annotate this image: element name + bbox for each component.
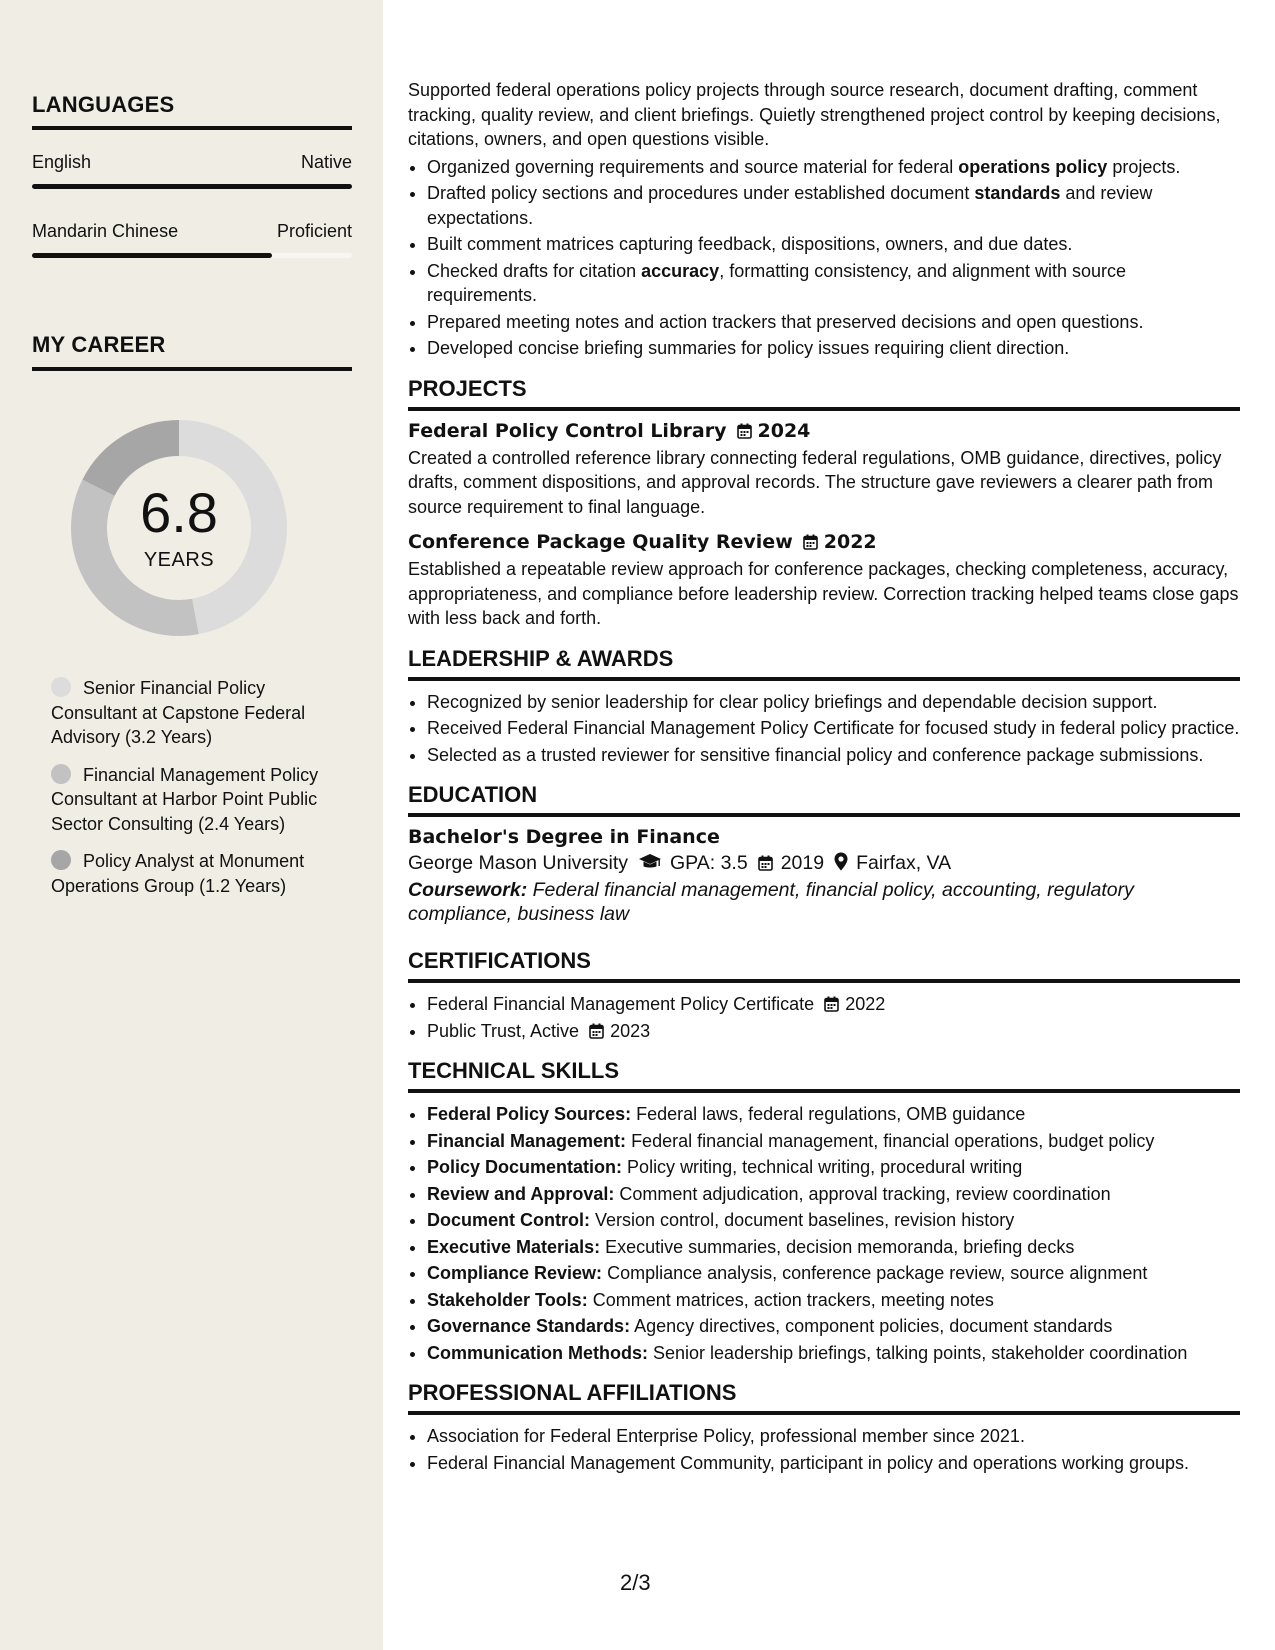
list-item [427,992,1240,1017]
list-item: • Developed concise briefing summaries for policy issues requiring client direction. [427,336,1240,361]
list-item: • Financial Management: Federal financial management, financial operations, budget policy [427,1129,1240,1154]
career-donut [66,415,292,641]
education-year: 2019 [780,852,825,874]
list-item: • Selected as a trusted reviewer for sensitive financial policy and conference package submissions. [427,743,1240,768]
certification-name: Public Trust, Active [427,1020,580,1041]
languages-title: LANGUAGES [32,92,175,117]
certifications-section [408,948,1240,1043]
list-item: • Recognized by senior leadership for clear policy briefings and dependable decision support. [427,690,1240,715]
list-item: • Association for Federal Enterprise Policy, professional member since 2021. [427,1424,1240,1449]
section-title: LEADERSHIP & AWARDS [408,646,1240,681]
career-total: 6.8 [140,481,218,544]
section-title: EDUCATION [408,782,1240,817]
project-name: Federal Policy Control Library [408,419,727,442]
list-item: • Federal Policy Sources: Federal laws, federal regulations, OMB guidance [427,1102,1240,1127]
affiliations-section [408,1380,1240,1475]
language-bar-fill [32,184,352,189]
project-item [408,420,1240,520]
leadership-list [408,690,1240,768]
experience-summary: Supported federal operations policy projects through source research, document drafting, comment tracking, quality review, and client briefings. Quietly strengthened project control by keeping decisions, citations, owners, and open questions visible. [408,80,1221,149]
project-year: 2024 [757,419,811,442]
career-legend-label: Senior Financial Policy Consultant at Capstone Federal Advisory (3.2 Years) [51,678,306,747]
list-item: • Drafted policy sections and procedures under established document standards and review expectations. [427,181,1240,230]
language-level: Proficient [276,221,352,241]
career-legend-label: Financial Management Policy Consultant at Harbor Point Public Sector Consulting (2.4 Years) [51,764,319,834]
education-details [408,848,1240,878]
sidebar [0,0,383,1650]
list-item: • Prepared meeting notes and action trackers that preserved decisions and open questions. [427,310,1240,335]
coursework [408,878,1240,926]
list-item: • Federal Financial Management Community, participant in policy and operations working groups. [427,1451,1240,1476]
school-name: George Mason University [408,852,629,874]
page-number: 2/3 [620,1570,651,1595]
list-item: • Executive Materials: Executive summaries, decision memoranda, briefing decks [427,1235,1240,1260]
list-item: • Review and Approval: Comment adjudication, approval tracking, review coordination [427,1182,1240,1207]
projects-section [408,376,1240,631]
project-name: Conference Package Quality Review [408,531,793,553]
graduation-cap-icon [638,853,662,871]
calendar-icon [737,423,752,439]
calendar-icon [803,534,818,550]
education-section [408,782,1240,926]
project-title [408,531,1240,553]
project-description: Established a repeatable review approach for conference packages, checking completeness, accuracy, appropriateness, and compliance before leadership review. Correction tracking helped teams close gaps with less back and forth. [408,559,1239,628]
language-row [32,221,352,242]
project-item [408,531,1240,631]
education-gpa: GPA: 3.5 [670,852,748,874]
language-row [32,152,352,173]
legend-dot [51,850,71,870]
career-legend-item [51,676,341,750]
education-location: Fairfax, VA [856,852,952,874]
certification-year: 2023 [610,1020,651,1041]
career-legend-item [51,849,341,898]
experience-bullets [408,155,1240,361]
skills-section [408,1058,1240,1365]
career-title: MY CAREER [32,332,166,357]
list-item: • Policy Documentation: Policy writing, technical writing, procedural writing [427,1155,1240,1180]
career-legend-label: Policy Analyst at Monument Operations Group (1.2 Years) [51,851,305,896]
leadership-section [408,646,1240,768]
legend-dot [51,677,71,697]
coursework-label: Coursework: [408,879,528,901]
calendar-icon [824,996,839,1012]
list-item: • Compliance Review: Compliance analysis, conference package review, source alignment [427,1261,1240,1286]
language-level: Native [300,152,352,172]
list-item: • Communication Methods: Senior leadership briefings, talking points, stakeholder coordination [427,1341,1240,1366]
main-content [408,78,1240,1477]
list-item: • Organized governing requirements and source material for federal operations policy projects. [427,155,1240,180]
language-bar-fill [32,253,272,258]
certifications-list [408,992,1240,1043]
coursework-text: Federal financial management, financial policy, accounting, regulatory compliance, business law [408,879,1134,925]
legend-dot [51,764,71,784]
list-item: • Checked drafts for citation accuracy, formatting consistency, and alignment with source requirements. [427,259,1240,308]
section-title: TECHNICAL SKILLS [408,1058,1240,1093]
languages-rule [32,126,352,130]
list-item: • Document Control: Version control, document baselines, revision history [427,1208,1240,1233]
career-legend [51,676,341,911]
project-year: 2022 [823,531,877,553]
project-title [408,420,1240,442]
list-item [427,1019,1240,1044]
career-legend-item [51,763,341,837]
list-item: • Stakeholder Tools: Comment matrices, action trackers, meeting notes [427,1288,1240,1313]
calendar-icon [758,855,773,871]
project-description: Created a controlled reference library connecting federal regulations, OMB guidance, directives, policy drafts, comment dispositions, and approval records. The structure gave reviewers a clearer path from source requirement to final language. [408,447,1222,517]
section-title: PROFESSIONAL AFFILIATIONS [408,1380,1240,1415]
skills-list [408,1102,1240,1365]
language-name: English [32,152,92,172]
list-item: • Received Federal Financial Management Policy Certificate for focused study in federal policy practice. [427,716,1240,741]
degree-title: Bachelor's Degree in Finance [408,826,720,848]
career-unit: YEARS [143,549,215,571]
list-item: • Built comment matrices capturing feedback, dispositions, owners, and due dates. [427,232,1240,257]
language-bar [32,184,352,189]
language-bar [32,253,352,258]
calendar-icon [589,1023,604,1039]
section-title: PROJECTS [408,376,1240,411]
career-rule [32,367,352,371]
list-item: • Governance Standards: Agency directives, component policies, document standards [427,1314,1240,1339]
certification-name: Federal Financial Management Policy Certificate [427,994,815,1014]
certification-year: 2022 [845,994,886,1014]
affiliations-list [408,1424,1240,1475]
map-pin-icon [834,852,848,871]
section-title: CERTIFICATIONS [408,948,1240,983]
language-name: Mandarin Chinese [32,221,179,241]
